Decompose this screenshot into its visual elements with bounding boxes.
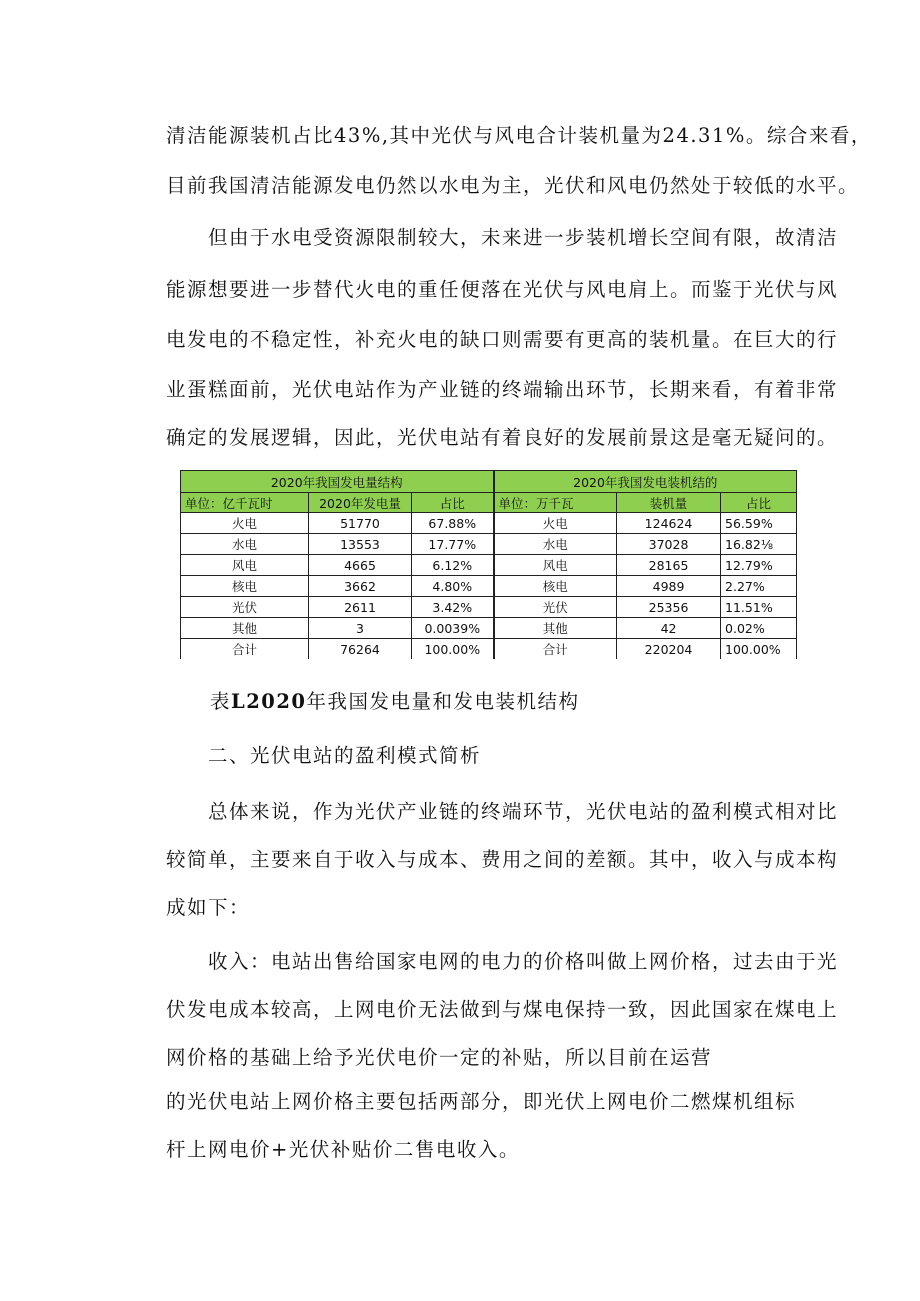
cell-gen-share: 100.00% [412, 639, 494, 660]
paragraph-line: 成如下： [166, 896, 251, 919]
cell-generation: 3662 [309, 576, 412, 597]
cell-capacity: 220204 [617, 639, 721, 660]
table-row [181, 618, 797, 639]
cell-generation: 51770 [309, 513, 412, 534]
cell-source-right: 其他 [494, 618, 617, 639]
cell-gen-share: 6.12% [412, 555, 494, 576]
table-body [181, 513, 797, 660]
cell-capacity: 28165 [617, 555, 721, 576]
paragraph-line: 的光伏电站上网价格主要包括两部分，即光伏上网电价二燃煤机组标 [166, 1090, 797, 1113]
cell-gen-share: 3.42% [412, 597, 494, 618]
paragraph-line: 确定的发展逻辑，因此，光伏电站有着良好的发展前景这是毫无疑问的。 [166, 426, 839, 449]
cell-gen-share: 4.80% [412, 576, 494, 597]
cell-gen-share: 67.88% [412, 513, 494, 534]
table-caption [210, 686, 580, 714]
paragraph-line: 业蛋糕面前，光伏电站作为产业链的终端输出环节，长期来看，有着非常 [166, 378, 839, 401]
right-table-title: 2020年我国发电装机结的 [494, 471, 797, 493]
cell-gen-share: 17.77% [412, 534, 494, 555]
cell-source: 风电 [181, 555, 309, 576]
cell-source-right: 核电 [494, 576, 617, 597]
cell-source: 合计 [181, 639, 309, 660]
cell-source: 核电 [181, 576, 309, 597]
cell-capacity: 25356 [617, 597, 721, 618]
section-heading: 二、光伏电站的盈利模式简析 [208, 744, 482, 767]
cell-source: 光伏 [181, 597, 309, 618]
cell-source: 其他 [181, 618, 309, 639]
cell-source: 水电 [181, 534, 309, 555]
paragraph-line: 电发电的不稳定性，补充火电的缺口则需要有更高的装机量。在巨大的行 [166, 328, 839, 351]
cell-cap-share: 12.79% [721, 555, 797, 576]
col-header-capacity: 装机量 [617, 493, 721, 513]
paragraph-line: 总体来说，作为光伏产业链的终端环节，光伏电站的盈利模式相对比 [208, 800, 839, 823]
cell-source: 火电 [181, 513, 309, 534]
cell-generation: 76264 [309, 639, 412, 660]
paragraph-line: 收入：电站出售给国家电网的电力的价格叫做上网价格，过去由于光 [208, 950, 839, 973]
paragraph-line: 目前我国清洁能源发电仍然以水电为主，光伏和风电仍然处于较低的水平。 [166, 174, 860, 197]
paragraph-line: 杆上网电价+光伏补贴价二售电收入。 [166, 1138, 520, 1161]
col-header-unit-right: 单位：万千瓦 [494, 493, 617, 513]
cell-cap-share: 2.27% [721, 576, 797, 597]
caption-bold: L2020 [231, 690, 307, 713]
caption-prefix: 表 [210, 690, 232, 713]
data-table-container [180, 470, 796, 664]
cell-source-right: 合计 [494, 639, 617, 660]
table-row [181, 597, 797, 618]
cell-generation: 2611 [309, 597, 412, 618]
col-header-cap-share: 占比 [721, 493, 797, 513]
cell-cap-share: 100.00% [721, 639, 797, 660]
left-table-title: 2020年我国发电量结构 [181, 471, 494, 493]
cell-capacity: 37028 [617, 534, 721, 555]
power-structure-table [180, 470, 797, 659]
table-title-row [181, 471, 797, 493]
cell-generation: 13553 [309, 534, 412, 555]
table-header-row [181, 493, 797, 513]
cell-generation: 3 [309, 618, 412, 639]
cell-source-right: 风电 [494, 555, 617, 576]
table-row [181, 639, 797, 660]
paragraph-line: 但由于水电受资源限制较大，未来进一步装机增长空间有限，故清洁 [208, 226, 839, 249]
cell-source-right: 光伏 [494, 597, 617, 618]
cell-cap-share: 11.51% [721, 597, 797, 618]
paragraph-line: 较简单，主要来自于收入与成本、费用之间的差额。其中，收入与成本构 [166, 848, 839, 871]
paragraph-line: 网价格的基础上给予光伏电价一定的补贴，所以目前在运营 [166, 1046, 713, 1069]
table-row [181, 555, 797, 576]
cell-generation: 4665 [309, 555, 412, 576]
paragraph-line: 伏发电成本较高，上网电价无法做到与煤电保持一致，因此国家在煤电上 [166, 998, 839, 1021]
cell-source-right: 水电 [494, 534, 617, 555]
paragraph-line: 清洁能源装机占比43%,其中光伏与风电合计装机量为24.31%。综合来看， [166, 124, 872, 147]
table-row [181, 513, 797, 534]
cell-capacity: 42 [617, 618, 721, 639]
cell-cap-share: 0.02% [721, 618, 797, 639]
cell-capacity: 4989 [617, 576, 721, 597]
cell-capacity: 124624 [617, 513, 721, 534]
col-header-unit-left: 单位：亿千瓦时 [181, 493, 309, 513]
cell-gen-share: 0.0039% [412, 618, 494, 639]
paragraph-line: 能源想要进一步替代火电的重任便落在光伏与风电肩上。而鉴于光伏与风 [166, 278, 839, 301]
col-header-gen-share: 占比 [412, 493, 494, 513]
caption-rest: 年我国发电量和发电装机结构 [306, 690, 580, 713]
col-header-generation: 2020年发电量 [309, 493, 412, 513]
cell-cap-share: 16.82⅛ [721, 534, 797, 555]
table-row [181, 534, 797, 555]
table-row [181, 576, 797, 597]
cell-source-right: 火电 [494, 513, 617, 534]
cell-cap-share: 56.59% [721, 513, 797, 534]
